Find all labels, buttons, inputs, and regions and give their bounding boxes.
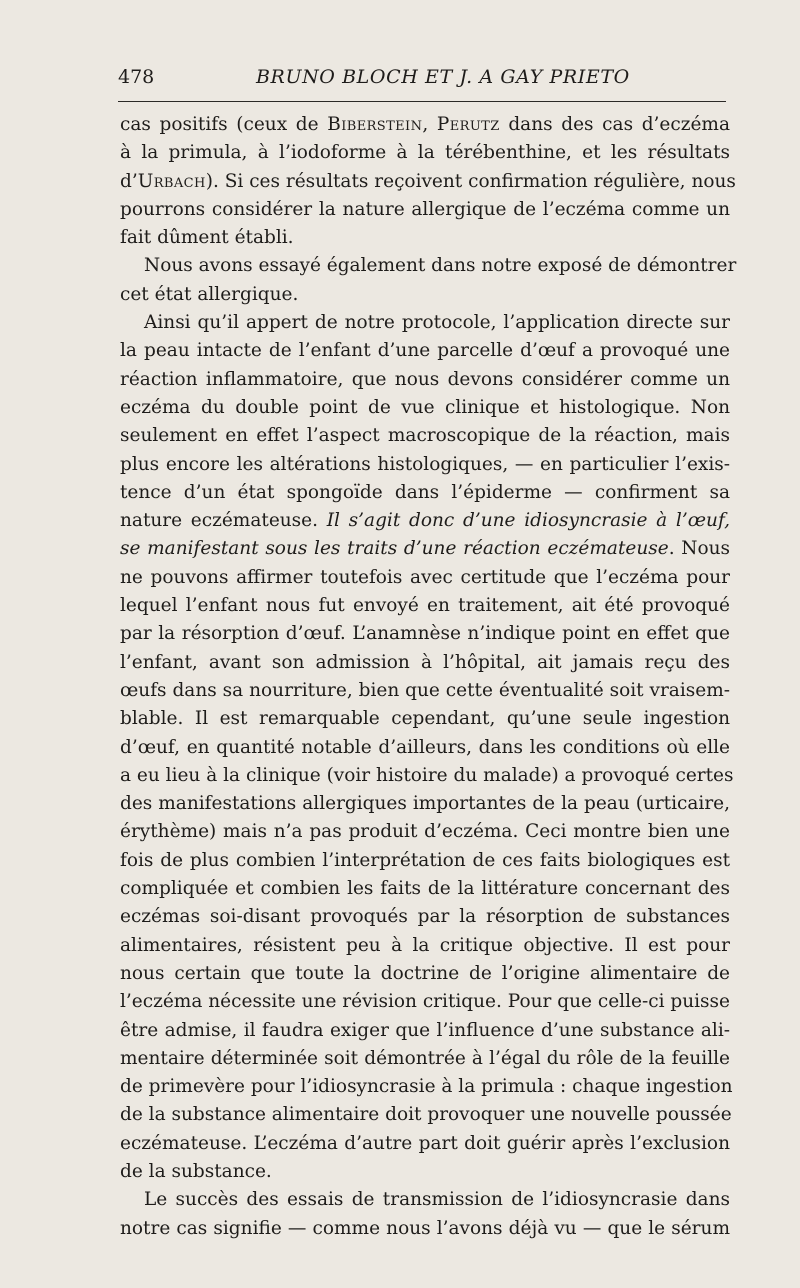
text-run: eczémas soi-disant provoqués par la résorption de substances [120,906,730,928]
text-run: Ainsi qu’il appert de notre protocole, l’application directe sur [144,312,730,334]
text-run: d’œuf, en quantité notable d’ailleurs, dans les conditions où elle [120,736,730,758]
text-line [120,960,730,988]
text-run: blable. Il est remarquable cependant, qu’une seule ingestion [120,708,730,730]
text-run: à la primula, à l’iodoforme à la térébenthine, et les résultats [120,142,730,164]
text-run: alimentaires, résistent peu à la critique objective. Il est pour [120,934,730,956]
text-run: compliquée et combien les faits de la littérature concernant des [120,878,730,900]
text-line [120,281,730,309]
text-run: de la substance alimentaire doit provoquer une nouvelle poussée [120,1104,732,1126]
text-line [120,224,730,252]
text-line [120,875,730,903]
author-name: Biberstein [327,114,423,135]
text-run: , [422,114,437,135]
text-run: érythème) mais n’a pas produit d’eczéma. Ceci montre bien une [120,821,730,843]
text-run: cet état allergique. [120,283,299,305]
text-line [120,1130,730,1158]
text-run: des manifestations allergiques importantes de la peau (urticaire, [120,793,730,815]
text-run: plus encore les altérations histologiques, — en particulier l’exis- [120,453,730,475]
text-line [120,1101,730,1129]
text-run: Le succès des essais de transmission de l’idiosyncrasie dans [144,1189,730,1211]
text-run: lequel l’enfant nous fut envoyé en traitement, ait été provoqué [120,595,730,617]
text-run: la peau intacte de l’enfant d’une parcelle d’œuf a provoqué une [120,340,730,362]
text-line [120,903,730,931]
text-line [120,196,730,224]
text-line [120,366,730,394]
text-line [120,762,734,790]
text-run: ne pouvons affirmer toutefois avec certitude que l’eczéma pour [120,566,730,588]
header-rule [118,101,726,102]
running-head: BRUNO BLOCH ET J. A GAY PRIETO [256,66,630,88]
text-run: d’ [120,170,138,192]
text-line [120,847,730,875]
text-run: fait dûment établi. [120,227,294,249]
text-line [120,1186,730,1214]
page-number: 478 [118,66,155,88]
text-run: œufs dans sa nourriture, bien que cette éventualité soit vraisem- [120,679,730,701]
text-run: tence d’un état spongoïde dans l’épiderme — confirment sa [120,481,730,503]
text-run: pourrons considérer la nature allergique de l’eczéma comme un [120,198,730,220]
text-line [120,592,730,620]
text-line [120,1017,730,1045]
italic-text: se manifestant sous les traits d’une réaction eczémateuse [120,538,669,560]
text-line [120,734,730,762]
text-line [120,932,730,960]
text-line [120,252,737,280]
italic-text: Il s’agit donc d’une idiosyncrasie à l’œuf, [326,510,731,532]
page-header [118,62,726,102]
text-line [120,394,730,422]
text-run: fois de plus combien l’interprétation de ces faits biologiques est [120,849,730,871]
text-run: . Nous [668,538,730,560]
text-run: seulement en effet l’aspect macroscopique de la réaction, mais [120,425,730,447]
text-run: eczémateuse. L’eczéma d’autre part doit guérir après l’exclusion [120,1132,730,1154]
text-line [120,1073,733,1101]
text-line [120,1158,730,1186]
text-line [120,1215,730,1243]
author-name: Urbach [137,170,206,192]
text-line [120,620,730,648]
text-line [120,422,730,450]
text-line [120,988,730,1016]
text-line [120,111,730,139]
text-run: notre cas signifie — comme nous l’avons déjà vu — que le sérum [120,1217,730,1239]
text-line [120,535,730,563]
author-name: Perutz [436,114,500,135]
text-run: Nous avons essayé également dans notre exposé de démontrer [144,255,737,277]
text-line [120,649,730,677]
text-line [120,564,730,592]
text-run: de primevère pour l’idiosyncrasie à la primula : chaque ingestion [120,1076,733,1098]
text-run: mentaire déterminée soit démontrée à l’égal du rôle de la feuille [120,1047,730,1069]
text-run: réaction inflammatoire, que nous devons considérer comme un [120,368,730,390]
text-line [120,705,730,733]
text-run: de la substance. [120,1160,272,1182]
text-line [120,1045,730,1073]
text-line [120,507,730,535]
text-run: dans des cas d’eczéma [499,114,731,135]
text-run: l’eczéma nécessite une révision critique. Pour que celle-ci puisse [120,991,730,1013]
text-line [120,168,736,196]
text-line [120,337,730,365]
text-line [120,139,730,167]
text-run: ). Si ces résultats reçoivent confirmation régulière, nous [205,170,736,192]
body-text [120,111,737,1243]
text-run: par la résorption d’œuf. L’anamnèse n’indique point en effet que [120,623,730,645]
text-run: être admise, il faudra exiger que l’influence d’une substance ali- [120,1019,730,1041]
text-line [120,451,730,479]
text-line [120,677,730,705]
text-line [120,818,730,846]
text-line [120,309,730,337]
text-run: nous certain que toute la doctrine de l’origine alimentaire de [120,962,730,984]
text-run: cas positifs (ceux de [120,114,328,135]
text-run: eczéma du double point de vue clinique et histologique. Non [120,396,730,418]
text-run: l’enfant, avant son admission à l’hôpital, ait jamais reçu des [120,651,730,673]
text-run: a eu lieu à la clinique (voir histoire du malade) a provoqué certes [120,764,734,786]
text-run: nature eczémateuse. [120,510,327,532]
text-line [120,479,730,507]
text-line [120,790,730,818]
